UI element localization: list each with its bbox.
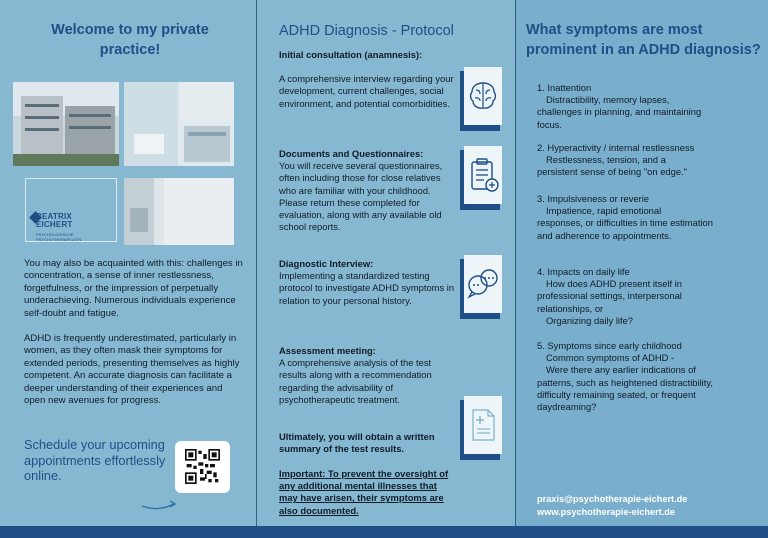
step-heading: Assessment meeting:: [279, 345, 376, 356]
qr-code-icon: [185, 449, 220, 484]
symptom-item: 5. Symptoms since early childhood Common symptoms of ADHD - Were there any earlier indications of patterns, such as heightened distractibility, difficulty remaining seated, or frequent daydreaming?: [537, 340, 713, 413]
medical-doc-card: [460, 396, 500, 456]
panel-divider: [515, 0, 516, 526]
step-body: You will receive several questionnaires, often including those for close relatives who are familiar with your childhood. Please return these completed for evaluation, along with any available old school reports.: [279, 160, 443, 233]
step-body: Implementing a standardized testing protocol to investigate ADHD symptoms in relation to your personal history.: [279, 270, 455, 306]
protocol-title: ADHD Diagnosis - Protocol: [279, 23, 454, 39]
step-body: A comprehensive interview regarding your development, current challenges, social environment, and potential comorbidities.: [279, 73, 454, 109]
symptom-item: 4. Impacts on daily life How does ADHD present itself in professional settings, interpersonal relationships, or Organizing daily life?: [537, 266, 682, 326]
step-documents: [279, 148, 459, 233]
symptom-item: 3. Impulsiveness or reverie Impatience, rapid emotional responses, or difficulties in time estimation and adherence to appointments.: [537, 193, 713, 241]
brain-icon: [464, 77, 502, 115]
step-diagnostic-interview: [279, 258, 459, 307]
brain-card: [460, 67, 500, 127]
step-heading: Documents and Questionnaires:: [279, 148, 424, 159]
email-link[interactable]: praxis@psychotherapie-eichert.de: [537, 494, 688, 504]
step-heading: Diagnostic Interview:: [279, 258, 374, 269]
panel-divider: [256, 0, 257, 526]
logo-sub-line1: PSYCHOLOGISCHE: [36, 232, 74, 237]
right-panel: [516, 0, 768, 526]
website-link[interactable]: www.psychotherapie-eichert.de: [537, 506, 676, 517]
symptom-item: 1. Inattention Distractibility, memory lapses, challenges in planning, and maintaining focus.: [537, 82, 702, 130]
step-initial-consultation: [279, 49, 459, 110]
bottom-bar: [0, 526, 768, 538]
arrow-icon: [140, 498, 180, 512]
chat-card: [460, 255, 500, 315]
step-assessment: [279, 345, 459, 406]
contact-info: [537, 493, 687, 518]
medical-document-icon: [464, 406, 502, 444]
logo-name-line2: EICHERT: [36, 220, 73, 229]
final-summary-text: Ultimately, you will obtain a written summary of the test results.: [279, 431, 435, 455]
schedule-text: Schedule your upcoming appointments effortlessly online.: [24, 437, 166, 484]
symptom-item: 2. Hyperactivity / internal restlessness Restlessness, tension, and a persistent sense of being "on edge.": [537, 142, 695, 178]
adhd-women-paragraph: ADHD is frequently underestimated, particularly in women, as they often mask their symptoms for extended periods, presenting themselves as highly competent. An accurate diagnosis can facilitate a deeper understanding of their experiences and open new avenues for progress.: [24, 333, 240, 407]
intro-paragraph: You may also be acquainted with this: challenges in concentration, a sense of inner restlessness, forgetfulness, or the impression of perpetually underachieving. Numerous individuals experience self-doubt and fatigue.: [24, 258, 243, 319]
chat-bubbles-icon: [464, 265, 502, 303]
welcome-title: Welcome to my private practice!: [51, 22, 209, 58]
clipboard-icon: [464, 156, 502, 194]
logo-sub-line2: PSYCHOTHERAPEUTIN: [36, 237, 82, 242]
qr-code[interactable]: [175, 441, 230, 493]
step-body: A comprehensive analysis of the test results along with a recommendation regarding the advisability of psychotherapeutic treatment.: [279, 357, 432, 405]
office-photo: [124, 178, 234, 245]
interior-photo: [124, 82, 234, 166]
important-note: Important: To prevent the oversight of any additional mental illnesses that may have arisen, their symptoms are also documented.: [279, 468, 449, 516]
step-heading: Initial consultation (anamnesis):: [279, 49, 423, 60]
logo: [25, 178, 117, 242]
logo-name-line1: BEATRIX: [36, 212, 72, 221]
clipboard-card: [460, 146, 500, 206]
symptoms-title: What symptoms are most prominent in an ADHD diagnosis?: [526, 22, 761, 58]
building-photo: [13, 82, 119, 166]
